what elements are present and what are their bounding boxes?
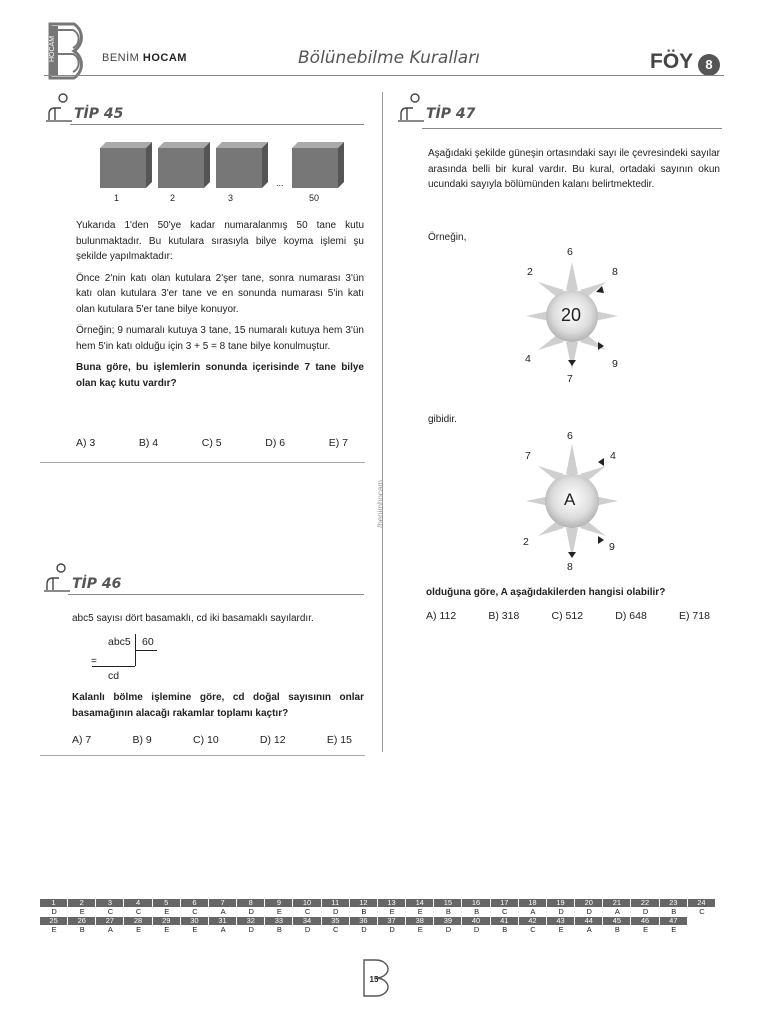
answer-number-cell-2: 2 (68, 899, 96, 907)
answer-number-cell-4: 28 (124, 917, 152, 925)
answer-number-cell-9: 33 (265, 917, 293, 925)
sun1-bottom-number: 7 (567, 373, 573, 385)
answer-number-cell-13: 13 (378, 899, 406, 907)
box-label-3: 3 (228, 193, 234, 203)
tip46-option-d[interactable]: D) 12 (259, 734, 286, 746)
answer-letter-cell-11: C (333, 925, 339, 934)
tip46-option-a[interactable]: A) 7 (72, 734, 92, 746)
answer-number-cell-5: 5 (153, 899, 181, 907)
side-social-handle: /benimhocam (376, 480, 385, 529)
tip45-question: Buna göre, bu işlemlerin sonunda içerisinde 7 tane bilye olan kaç kutu vardır? (76, 362, 364, 389)
page-number: 15 (369, 975, 379, 984)
tip45-paragraph-1: Yukarıda 1'den 50'ye kadar numaralanmış 50 tane kutu bulunmaktadır. Bu kutulara sırasıyla bilye koyma işlemi şu şekilde yapılmaktadır: (76, 220, 364, 262)
answer-number-cell-4: 4 (124, 899, 152, 907)
answer-letter-cell-9: B (276, 925, 282, 934)
page-number-badge (362, 958, 390, 998)
box-2 (158, 142, 210, 188)
answer-number-cell-24: 24 (688, 899, 716, 907)
division-bar-horizontal (135, 650, 157, 651)
answer-number-cell-24 (688, 917, 716, 925)
answer-letter-cell-3: A (107, 925, 113, 934)
tip47-option-b[interactable]: B) 318 (488, 610, 520, 622)
answer-letter-cell-12: D (361, 925, 367, 934)
answer-number-cell-9: 9 (265, 899, 293, 907)
answer-number-cell-23: 47 (660, 917, 688, 925)
sun2-bottom-left-number: 2 (523, 536, 529, 548)
answer-letter-cell-16: D (473, 925, 480, 934)
answer-letter-cell-15: B (445, 907, 451, 916)
answer-letter-cell-7: A (220, 925, 226, 934)
answer-letter-cell-18: C (530, 925, 536, 934)
tip46-option-b[interactable]: B) 9 (132, 734, 152, 746)
answer-letter-cell-11: D (333, 907, 339, 916)
page-title: Bölünebilme Kuralları (298, 48, 480, 68)
answer-row-2-numbers (40, 917, 716, 925)
tip45-option-b[interactable]: B) 4 (138, 437, 159, 449)
person-idea-icon (46, 92, 72, 122)
answer-number-cell-3: 3 (96, 899, 124, 907)
answer-letter-cell-5: E (164, 907, 170, 916)
sun2-bottom-right-number: 9 (609, 541, 615, 553)
remainder: cd (108, 670, 120, 682)
answer-number-cell-10: 10 (293, 899, 321, 907)
tip47-option-d[interactable]: D) 648 (615, 610, 647, 622)
answer-letter-cell-7: A (220, 907, 226, 916)
tip45-options (76, 437, 348, 449)
sun2-top-right-number: 4 (610, 450, 616, 462)
answer-number-cell-21: 21 (603, 899, 631, 907)
answer-letter-cell-20: A (586, 925, 592, 934)
answer-letter-cell-2: E (79, 907, 85, 916)
answer-letter-cell-1: E (51, 925, 57, 934)
answer-letter-cell-2: B (79, 925, 85, 934)
tip46-bottom-rule (40, 755, 365, 756)
answer-number-cell-22: 22 (631, 899, 659, 907)
benim-hocam-logo (44, 22, 102, 80)
answer-number-cell-3: 27 (96, 917, 124, 925)
answer-letter-cell-21: A (614, 907, 620, 916)
sun1-center-number: 20 (561, 305, 582, 325)
tip47-question: olduğuna göre, A aşağıdakilerden hangisi olabilir? (426, 587, 666, 598)
header-divider (44, 75, 724, 76)
foy-number-badge: 8 (698, 54, 720, 76)
answer-row-2-letters (40, 925, 716, 935)
tip46-question: Kalanlı bölme işlemine göre, cd doğal sayısının onlar basamağının alacağı rakamlar toplamı kaçtır? (72, 692, 364, 719)
answer-letter-cell-13: E (389, 907, 395, 916)
answer-letter-cell-15: D (445, 925, 452, 934)
answer-number-cell-14: 38 (406, 917, 434, 925)
tip45-body (76, 218, 364, 397)
box-label-50: 50 (309, 193, 320, 203)
box-label-2: 2 (170, 193, 176, 203)
tip46-options (72, 734, 352, 746)
answer-letter-cell-5: E (164, 925, 170, 934)
answer-letter-cell-9: E (276, 907, 282, 916)
answer-number-cell-6: 30 (181, 917, 209, 925)
subtraction-line (92, 666, 135, 667)
answer-number-cell-2: 26 (68, 917, 96, 925)
sun2-center-label: A (564, 490, 576, 509)
tip47-options (426, 610, 710, 622)
answer-number-cell-15: 15 (434, 899, 462, 907)
answer-number-cell-8: 8 (237, 899, 265, 907)
answer-number-cell-14: 14 (406, 899, 434, 907)
answer-letter-cell-23: B (671, 907, 677, 916)
person-idea-icon (398, 92, 424, 122)
answer-number-cell-18: 18 (519, 899, 547, 907)
tip47-rule (422, 128, 722, 129)
answer-letter-cell-19: D (558, 907, 564, 916)
answer-number-cell-20: 20 (575, 899, 603, 907)
answer-letter-cell-6: E (192, 925, 198, 934)
minus-sign: = (91, 656, 97, 667)
answer-letter-cell-8: D (248, 925, 254, 934)
box-1 (100, 142, 152, 188)
answer-number-cell-1: 25 (40, 917, 68, 925)
answer-letter-cell-10: D (304, 925, 311, 934)
answer-number-cell-16: 16 (462, 899, 490, 907)
answer-number-cell-11: 11 (322, 899, 350, 907)
answer-number-cell-22: 46 (631, 917, 659, 925)
tip45-paragraph-2: Önce 2'nin katı olan kutulara 2'şer tane, sonra numarası 3'ün katı olan kutulara 3'er tane ve en sonunda numarası 5'in katı olan kutulara 5'er tane bilye konuyor. (76, 272, 364, 315)
answer-letter-cell-1: D (51, 907, 57, 916)
answer-letter-cell-4: E (136, 925, 142, 934)
answer-number-cell-8: 32 (237, 917, 265, 925)
answer-key (40, 899, 716, 935)
gibidir-text: gibidir. (428, 414, 457, 425)
answer-letter-cell-8: D (248, 907, 254, 916)
answer-number-cell-23: 23 (660, 899, 688, 907)
sun1-top-left-number: 2 (527, 266, 533, 278)
answer-row-1-numbers (40, 899, 716, 907)
answer-number-cell-12: 36 (350, 917, 378, 925)
answer-letter-cell-6: C (192, 907, 198, 916)
sun1-top-number: 6 (567, 246, 573, 258)
answer-letter-cell-4: C (135, 907, 142, 916)
box-3 (216, 142, 268, 188)
sun1-bottom-left-number: 4 (525, 353, 531, 365)
foy-label: FÖY (650, 50, 694, 73)
tip46-option-e[interactable]: E) 15 (326, 734, 352, 746)
column-separator (382, 92, 383, 752)
tip46-option-c[interactable]: C) 10 (193, 734, 219, 746)
sun2-bottom-number: 8 (567, 561, 573, 573)
answer-letter-cell-17: C (502, 907, 508, 916)
answer-number-cell-21: 45 (603, 917, 631, 925)
answer-letter-cell-22: E (643, 925, 649, 934)
answer-number-cell-7: 31 (209, 917, 237, 925)
tip46-rule (68, 594, 364, 595)
answer-letter-cell-23: E (671, 925, 677, 934)
tip47-option-a[interactable]: A) 112 (426, 610, 457, 622)
answer-letter-cell-24 (688, 925, 716, 935)
answer-number-cell-19: 43 (547, 917, 575, 925)
tip45-paragraph-3: Örneğin; 9 numaralı kutuya 3 tane, 15 numaralı kutuya hem 3'ün hem 5'in katı olduğu için 3 + 5 = 8 tane bilye konulmuştur. (76, 325, 364, 352)
answer-letter-cell-22: D (642, 907, 649, 916)
tip45-option-d[interactable]: D) 6 (265, 437, 286, 449)
answer-number-cell-1: 1 (40, 899, 68, 907)
brand-name: BENİM HOCAM (102, 52, 187, 64)
answer-letter-cell-21: B (614, 925, 620, 934)
answer-number-cell-5: 29 (153, 917, 181, 925)
logo-text: HOCAM (49, 35, 56, 62)
answer-letter-cell-14: E (417, 925, 423, 934)
answer-number-cell-17: 17 (491, 899, 519, 907)
answer-letter-cell-20: D (586, 907, 592, 916)
sun2-top-number: 6 (567, 430, 573, 442)
tip45-bottom-rule (40, 462, 365, 463)
answer-letter-cell-13: D (389, 925, 395, 934)
tip45-rule (70, 124, 364, 125)
answer-letter-cell-10: C (304, 907, 311, 916)
answer-number-cell-6: 6 (181, 899, 209, 907)
box-50 (292, 142, 344, 188)
answer-number-cell-11: 35 (322, 917, 350, 925)
answer-letter-cell-16: B (474, 907, 480, 916)
answer-number-cell-13: 37 (378, 917, 406, 925)
tip45-label: TİP 45 (74, 106, 124, 122)
tip47-option-e[interactable]: E) 718 (679, 610, 710, 622)
person-idea-icon (44, 562, 70, 592)
tip45-option-c[interactable]: C) 5 (201, 437, 222, 449)
tip47-option-c[interactable]: C) 512 (551, 610, 584, 622)
box-label-1: 1 (114, 193, 120, 203)
answer-letter-cell-17: B (502, 925, 508, 934)
answer-number-cell-20: 44 (575, 917, 603, 925)
answer-letter-cell-18: A (530, 907, 536, 916)
box-ellipsis: ... (276, 178, 284, 188)
answer-number-cell-16: 40 (462, 917, 490, 925)
answer-letter-cell-24: C (699, 907, 705, 916)
tip47-example-label: Örneğin, (428, 232, 467, 243)
answer-number-cell-12: 12 (350, 899, 378, 907)
answer-number-cell-10: 34 (293, 917, 321, 925)
tip47-paragraph-1: Aşağıdaki şekilde güneşin ortasındaki sayı ile çevresindeki sayılar arasında belli bir kural vardır. Bu kural, ortadaki sayının okun ucundaki sayıyla bölümünden kalanı belirtmektedir. (428, 148, 720, 190)
dividend: abc5 (108, 636, 131, 648)
answer-letter-cell-3: C (107, 907, 114, 916)
answer-number-cell-7: 7 (209, 899, 237, 907)
sun1-bottom-right-number: 9 (612, 358, 618, 370)
sun1-top-right-number: 8 (612, 266, 618, 278)
answer-number-cell-17: 41 (491, 917, 519, 925)
sun2-top-left-number: 7 (525, 450, 531, 462)
tip47-label: TİP 47 (426, 106, 476, 122)
tip45-option-e[interactable]: E) 7 (328, 437, 348, 449)
divisor: 60 (142, 636, 154, 648)
answer-number-cell-18: 42 (519, 917, 547, 925)
answer-number-cell-15: 39 (434, 917, 462, 925)
tip46-label: TİP 46 (72, 576, 122, 592)
answer-letter-cell-14: E (417, 907, 423, 916)
answer-letter-cell-19: E (558, 925, 564, 934)
tip46-paragraph-1: abc5 sayısı dört basamaklı, cd iki basamaklı sayılardır. (72, 613, 314, 624)
tip45-option-a[interactable]: A) 3 (76, 437, 96, 449)
answer-number-cell-19: 19 (547, 899, 575, 907)
answer-letter-cell-12: B (361, 907, 367, 916)
